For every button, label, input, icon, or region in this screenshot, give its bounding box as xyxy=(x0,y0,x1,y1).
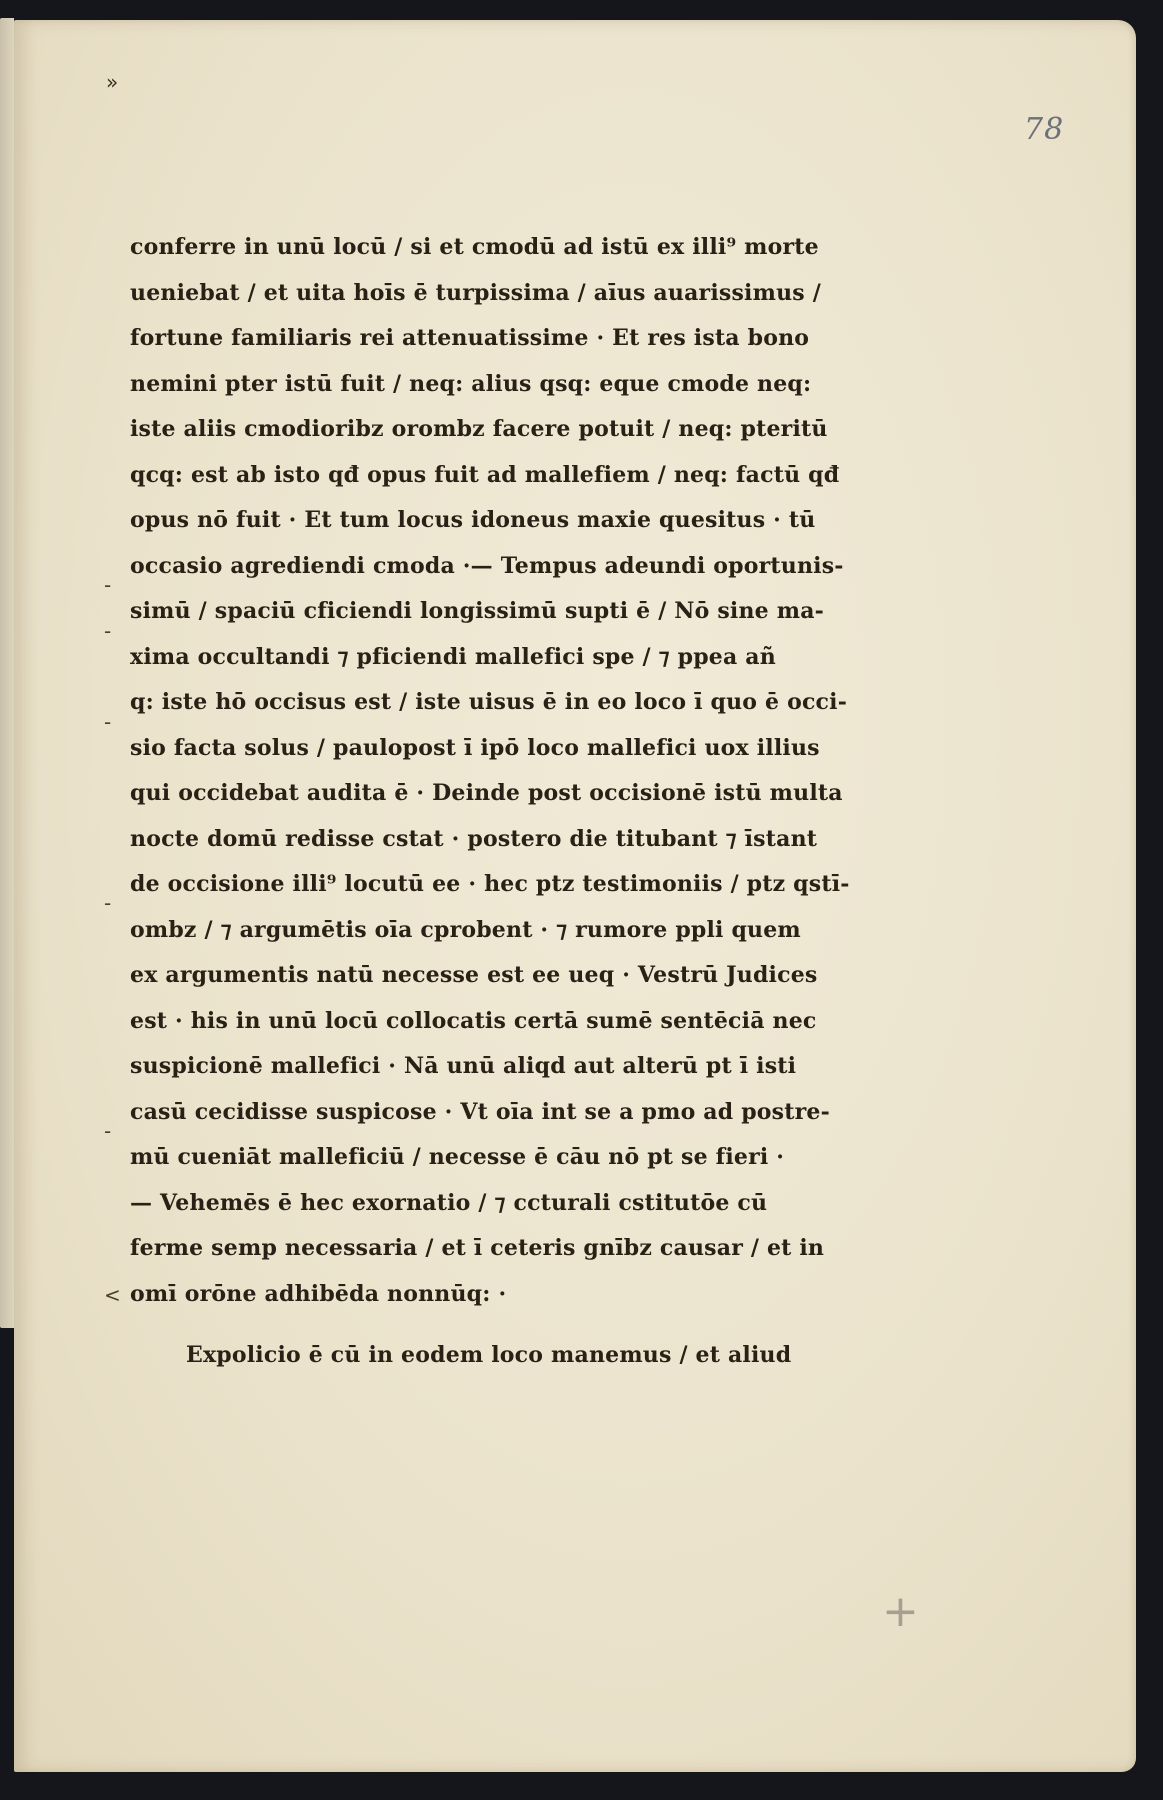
text-line: xima occultandi ⁊ pficiendi mallefici spe / ⁊ ppea añ xyxy=(130,643,776,670)
text-line: sio facta solus / paulopost ī ipō loco mallefici uox illius xyxy=(130,734,820,761)
margin-mark: - xyxy=(104,573,112,597)
text-line: nocte domū redisse cstat · postero die titubant ⁊ īstant xyxy=(130,825,818,852)
text-line: mū cueniāt malleficiū / necesse ē cāu nō pt se fieri · xyxy=(130,1144,785,1170)
text-line: ombz / ⁊ argumētis oīa cprobent · ⁊ rumore ppli quem xyxy=(130,916,801,943)
text-line: — Vehemēs ē hec exornatio / ⁊ ccturali cstitutōe cū xyxy=(130,1189,768,1216)
text-line: ueniebat / et uita hoīs ē turpissima / aīus auarissimus / xyxy=(130,279,821,306)
text-line: ex argumentis natū necesse est ee ueq · Vestrū Judices xyxy=(130,962,818,988)
margin-mark: - xyxy=(104,619,112,643)
text-line: qui occidebat audita ē · Deinde post occisionē istū multa xyxy=(130,780,843,806)
previous-leaf-edge xyxy=(0,18,14,1328)
text-line: omī orōne adhibēda nonnūq: · xyxy=(130,1280,507,1307)
text-line: Expolicio ē cū in eodem loco manemus / et aliud xyxy=(186,1342,792,1368)
text-line: de occisione illi⁹ locutū ee · hec ptz testimoniis / ptz qstī- xyxy=(130,871,850,897)
text-line: q: iste hō occisus est / iste uisus ē in eo loco ī quo ē occi- xyxy=(130,689,848,715)
margin-mark: - xyxy=(104,710,112,734)
text-line: iste aliis cmodioribz orombz facere potuit / neq: pteritū xyxy=(130,416,828,442)
margin-mark: - xyxy=(104,891,112,915)
text-line: qcq: est ab isto qđ opus fuit ad mallefiem / neq: factū qđ xyxy=(130,461,840,488)
text-line: conferre in unū locū / si et cmodū ad istū ex illi⁹ morte xyxy=(130,234,819,260)
manuscript-text xyxy=(130,225,890,1379)
margin-mark: - xyxy=(104,1119,112,1143)
text-line: nemini pter istū fuit / neq: alius qsq: eque cmode neq: xyxy=(130,370,812,397)
margin-mark: < xyxy=(104,1283,121,1307)
text-line: simū / spaciū cficiendi longissimū supti ē / Nō sine ma- xyxy=(130,598,824,624)
text-line: opus nō fuit · Et tum locus idoneus maxie quesitus · tū xyxy=(130,507,816,533)
corner-mark: » xyxy=(106,70,119,94)
manuscript-page xyxy=(14,20,1136,1772)
pencil-mark: + xyxy=(882,1586,919,1637)
folio-number: 78 xyxy=(1024,112,1065,147)
paragraph-gap xyxy=(130,1317,890,1333)
text-line: est · his in unū locū collocatis certā sumē sentēciā nec xyxy=(130,1007,817,1034)
text-line: ferme semp necessaria / et ī ceteris gnībz causar / et in xyxy=(130,1235,825,1261)
text-line: occasio agrediendi cmoda ·— Tempus adeundi oportunis- xyxy=(130,552,844,579)
text-line: fortune familiaris rei attenuatissime · Et res ista bono xyxy=(130,325,810,351)
text-line: suspicionē mallefici · Nā unū aliqd aut alterū pt ī isti xyxy=(130,1053,797,1079)
text-line: casū cecidisse suspicose · Vt oīa int se a pmo ad postre- xyxy=(130,1098,830,1125)
